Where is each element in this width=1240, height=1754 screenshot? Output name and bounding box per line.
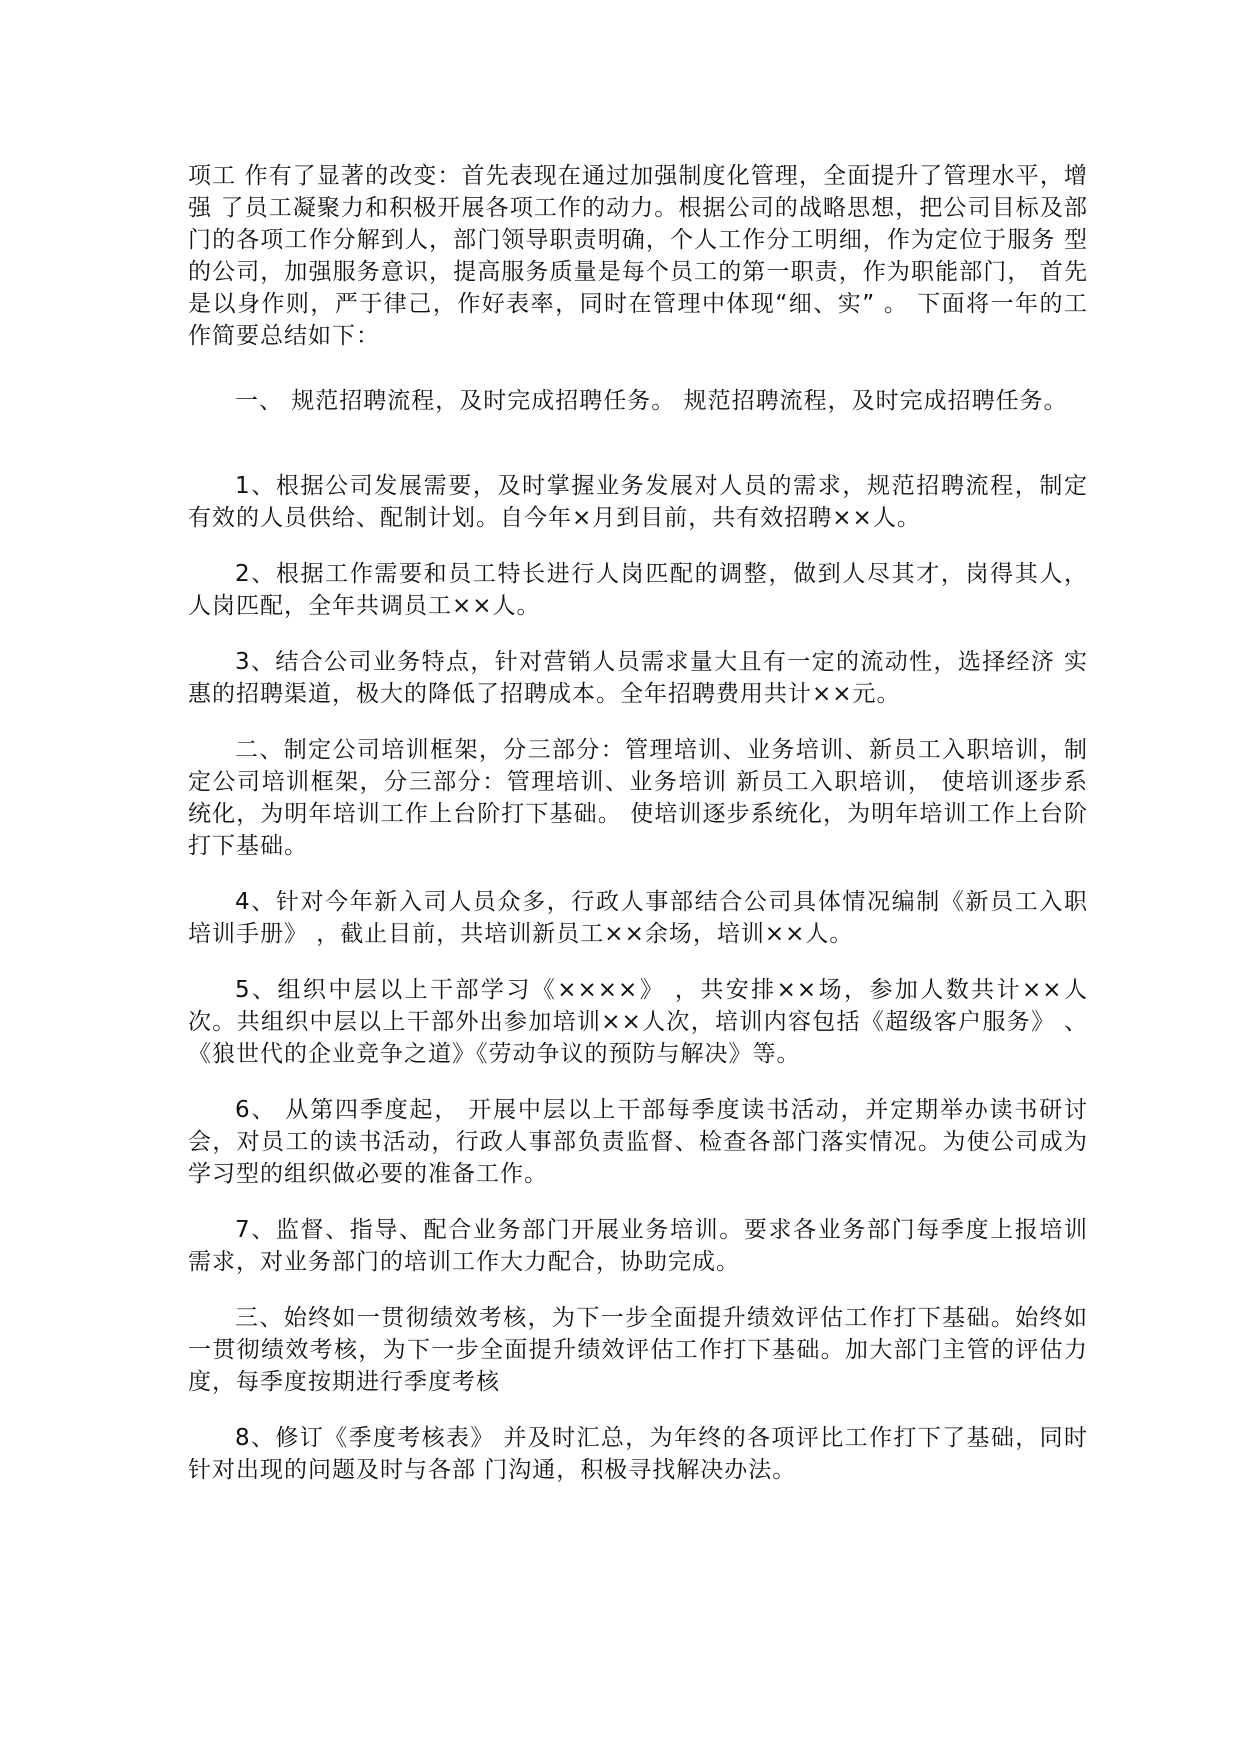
section-heading-performance: 三、始终如一贯彻绩效考核，为下一步全面提升绩效评估工作打下基础。始终如一贯彻绩效考核，为下一步全面提升绩效评估工作打下基础。加大部门主管的评估力度，每季度按期进行季度考核 — [188, 1305, 1088, 1395]
item-paragraph-6: 6、 从第四季度起， 开展中层以上干部每季度读书活动，并定期举办读书研讨会，对员工的读书活动，行政人事部负责监督、检查各部门落实情况。为使公司成为学习型的组织做必要的准备工作。 — [188, 1097, 1088, 1187]
document-body — [188, 160, 1088, 1486]
item-paragraph-7: 7、监督、指导、配合业务部门开展业务培训。要求各业务部门每季度上报培训 需求，对业务部门的培训工作大力配合，协助完成。 — [188, 1217, 1088, 1275]
item-paragraph-8: 8、修订《季度考核表》 并及时汇总，为年终的各项评比工作打下了基础，同时针对出现的问题及时与各部 门沟通，积极寻找解决办法。 — [188, 1425, 1088, 1483]
item-paragraph-5: 5、组织中层以上干部学习《××××》 ，共安排××场，参加人数共计××人 次。共组织中层以上干部外出参加培训××人次，培训内容包括《超级客户服务》 、《狼世代的企业竞争之道》《劳动争议的预防与解决》等。 — [188, 977, 1088, 1067]
item-paragraph-2: 2、根据工作需要和员工特长进行人岗匹配的调整，做到人尽其才，岗得其人，人岗匹配，全年共调员工××人。 — [188, 561, 1088, 619]
section-heading-recruitment: 一、 规范招聘流程，及时完成招聘任务。 规范招聘流程，及时完成招聘任务。 — [235, 388, 1068, 414]
item-paragraph-4: 4、针对今年新入司人员众多，行政人事部结合公司具体情况编制《新员工入职 培训手册》 ，截止目前，共培训新员工××余场，培训××人。 — [188, 889, 1088, 947]
intro-paragraph: 项工 作有了显著的改变：首先表现在通过加强制度化管理，全面提升了管理水平，增强 了员工凝聚力和积极开展各项工作的动力。根据公司的战略思想，把公司目标及部 门的各项工作分解到人，部门领导职责明确，个人工作分工明细，作为定位于服务 型的公司，加强服务意识，提高服务质量是每个员工的第一职责，作为职能部门， 首先是以身作则，严于律己，作好表率，同时在管理中体现“细、实” 。 下面将一年的工作简要总结如下： — [188, 163, 1089, 349]
item-paragraph-3: 3、结合公司业务特点，针对营销人员需求量大且有一定的流动性，选择经济 实惠的招聘渠道，极大的降低了招聘成本。全年招聘费用共计××元。 — [188, 649, 1088, 707]
item-paragraph-1: 1、根据公司发展需要，及时掌握业务发展对人员的需求，规范招聘流程，制定 有效的人员供给、配制计划。自今年×月到目前，共有效招聘××人。 — [188, 473, 1088, 531]
section-heading-training: 二、制定公司培训框架，分三部分：管理培训、业务培训、新员工入职培训，制定公司培训框架，分三部分：管理培训、业务培训 新员工入职培训， 使培训逐步系统化，为明年培训工作上台阶打下基础。 使培训逐步系统化，为明年培训工作上台阶打下基础。 — [188, 737, 1088, 859]
